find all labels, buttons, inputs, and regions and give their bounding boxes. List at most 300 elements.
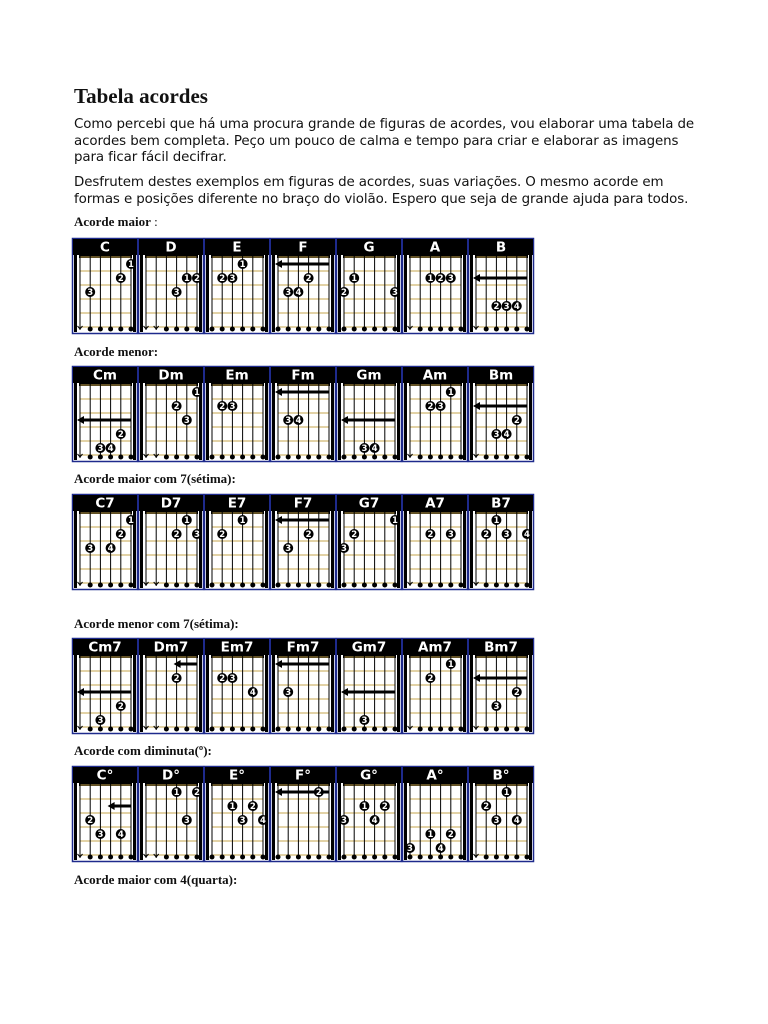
chord-rail-right	[463, 383, 466, 460]
chord-diagram	[138, 766, 204, 862]
finger-number: 3	[341, 816, 347, 827]
open-string-marker	[316, 855, 321, 860]
open-string-marker	[459, 583, 464, 588]
chord-diagram	[468, 494, 534, 590]
chord-name: Am7	[418, 639, 452, 656]
finger-number: 1	[351, 274, 358, 285]
chord-diagram	[138, 238, 204, 334]
chord-name: G7	[358, 495, 380, 512]
finger-number: 3	[341, 544, 347, 555]
open-string-marker	[514, 583, 519, 588]
finger-number: 2	[173, 674, 180, 685]
finger-number: 2	[219, 530, 226, 541]
open-string-marker	[276, 855, 281, 860]
chord-diagram	[72, 638, 138, 734]
open-string-marker	[98, 855, 103, 860]
chord-diagram	[72, 766, 138, 862]
open-string-marker	[459, 855, 464, 860]
open-string-marker	[408, 855, 413, 860]
chord-rail-left	[404, 511, 407, 588]
chord-name: D7	[160, 495, 182, 512]
open-string-marker	[240, 455, 245, 460]
finger-number: 2	[381, 802, 388, 813]
open-string-marker	[220, 327, 225, 332]
finger-number: 3	[493, 702, 500, 713]
open-string-marker	[352, 855, 357, 860]
chord-rail-left	[74, 383, 77, 460]
chord-rail-right	[463, 655, 466, 732]
finger-number: 4	[503, 430, 510, 441]
chord-name: D°	[162, 767, 180, 784]
open-string-marker	[428, 327, 433, 332]
open-string-marker	[327, 455, 332, 460]
open-string-marker	[210, 327, 215, 332]
open-string-marker	[210, 727, 215, 732]
open-string-marker	[98, 583, 103, 588]
chord-name: Gm	[356, 367, 382, 384]
open-string-marker	[438, 327, 443, 332]
finger-number: 3	[361, 716, 368, 727]
chord-name: G°	[360, 767, 378, 784]
chord-rail-right	[265, 255, 268, 332]
open-string-marker	[230, 455, 235, 460]
chord-rail-left	[272, 655, 275, 732]
open-string-marker	[484, 327, 489, 332]
chord-name: C7	[95, 495, 115, 512]
finger-number: 2	[173, 530, 180, 541]
open-string-marker	[195, 727, 200, 732]
open-string-marker	[494, 727, 499, 732]
chord-rail-left	[338, 655, 341, 732]
open-string-marker	[230, 855, 235, 860]
open-string-marker	[448, 583, 453, 588]
chord-diagram	[336, 238, 402, 334]
chord-rail-right	[397, 783, 400, 860]
chord-rail-right	[529, 383, 532, 460]
finger-number: 2	[117, 274, 124, 285]
chord-rail-right	[331, 655, 334, 732]
open-string-marker	[393, 327, 398, 332]
open-string-marker	[382, 327, 387, 332]
chord-rail-right	[463, 255, 466, 332]
chord-rail-right	[397, 655, 400, 732]
open-string-marker	[118, 583, 123, 588]
open-string-marker	[362, 583, 367, 588]
open-string-marker	[306, 855, 311, 860]
open-string-marker	[98, 455, 103, 460]
chord-diagram	[270, 238, 336, 334]
finger-number: 2	[483, 530, 490, 541]
section-heading-major-colon: :	[150, 214, 158, 229]
finger-number: 3	[239, 816, 246, 827]
section-heading-major	[74, 214, 158, 230]
open-string-marker	[316, 583, 321, 588]
chord-rail-right	[199, 511, 202, 588]
open-string-marker	[352, 327, 357, 332]
finger-number: 3	[97, 830, 104, 841]
open-string-marker	[459, 327, 464, 332]
section-heading-major-7: Acorde maior com 7(sétima):	[74, 471, 236, 486]
finger-number: 1	[239, 516, 246, 527]
open-string-marker	[514, 327, 519, 332]
chord-rail-left	[140, 655, 143, 732]
chord-rail-left	[404, 383, 407, 460]
chord-rail-left	[470, 783, 473, 860]
open-string-marker	[195, 583, 200, 588]
open-string-marker	[108, 455, 113, 460]
open-string-marker	[108, 327, 113, 332]
chord-name: Cm7	[88, 639, 122, 656]
chord-diagram	[468, 638, 534, 734]
section-heading-major-4: Acorde maior com 4(quarta):	[74, 872, 238, 887]
chord-name: Dm	[158, 367, 184, 384]
open-string-marker	[108, 727, 113, 732]
open-string-marker	[393, 455, 398, 460]
chord-name: B°	[492, 767, 510, 784]
open-string-marker	[240, 727, 245, 732]
open-string-marker	[393, 583, 398, 588]
open-string-marker	[174, 855, 179, 860]
section-heading-major-label: Acorde maior	[74, 214, 151, 229]
finger-number: 3	[229, 402, 236, 413]
chord-diagram	[270, 494, 336, 590]
finger-number: 1	[128, 516, 134, 527]
finger-number: 2	[305, 274, 312, 285]
open-string-marker	[382, 727, 387, 732]
chord-rail-right	[529, 511, 532, 588]
finger-number: 1	[239, 260, 246, 271]
section-heading-minor-7: Acorde menor com 7(sétima):	[74, 616, 239, 631]
finger-number: 3	[493, 430, 500, 441]
finger-number: 4	[295, 416, 302, 427]
open-string-marker	[276, 455, 281, 460]
open-string-marker	[316, 727, 321, 732]
finger-number: 2	[219, 674, 226, 685]
open-string-marker	[164, 583, 169, 588]
open-string-marker	[438, 855, 443, 860]
page-title: Tabela acordes	[74, 84, 208, 108]
open-string-marker	[286, 855, 291, 860]
chord-diagram	[336, 494, 402, 590]
open-string-marker	[448, 455, 453, 460]
open-string-marker	[525, 855, 530, 860]
open-string-marker	[261, 455, 266, 460]
finger-number: 3	[229, 674, 236, 685]
open-string-marker	[484, 583, 489, 588]
open-string-marker	[372, 855, 377, 860]
section-heading-diminished: Acorde com diminuta(º):	[74, 743, 212, 758]
open-string-marker	[195, 327, 200, 332]
finger-number: 1	[128, 260, 134, 271]
chord-name: F°	[295, 767, 311, 784]
open-string-marker	[129, 455, 134, 460]
finger-number: 3	[97, 716, 104, 727]
open-string-marker	[118, 327, 123, 332]
open-string-marker	[484, 855, 489, 860]
open-string-marker	[230, 583, 235, 588]
open-string-marker	[88, 727, 93, 732]
finger-number: 3	[447, 530, 454, 541]
open-string-marker	[250, 855, 255, 860]
finger-number: 3	[229, 274, 236, 285]
finger-number: 1	[361, 802, 368, 813]
chord-name: Fm	[291, 367, 315, 384]
section-heading-minor: Acorde menor:	[74, 344, 159, 359]
chord-diagram	[72, 366, 138, 462]
finger-number: 1	[183, 516, 190, 527]
finger-number: 1	[427, 830, 434, 841]
finger-number: 1	[493, 516, 500, 527]
open-string-marker	[261, 855, 266, 860]
finger-number: 4	[117, 830, 124, 841]
chord-diagram	[402, 638, 468, 734]
chord-diagram	[402, 494, 468, 590]
chord-rail-left	[272, 383, 275, 460]
open-string-marker	[195, 855, 200, 860]
open-string-marker	[428, 583, 433, 588]
open-string-marker	[118, 455, 123, 460]
open-string-marker	[393, 727, 398, 732]
open-string-marker	[352, 727, 357, 732]
finger-number: 1	[183, 274, 190, 285]
open-string-marker	[514, 727, 519, 732]
chord-diagram	[270, 638, 336, 734]
chord-name: E°	[229, 767, 245, 784]
chord-rail-left	[74, 511, 77, 588]
open-string-marker	[276, 727, 281, 732]
chord-rail-left	[206, 383, 209, 460]
finger-number: 1	[173, 788, 180, 799]
open-string-marker	[494, 855, 499, 860]
finger-number: 2	[513, 688, 520, 699]
open-string-marker	[286, 327, 291, 332]
chord-name: B7	[491, 495, 511, 512]
finger-number: 3	[173, 288, 180, 299]
open-string-marker	[428, 855, 433, 860]
open-string-marker	[220, 583, 225, 588]
finger-number: 3	[407, 844, 413, 855]
open-string-marker	[362, 727, 367, 732]
open-string-marker	[129, 855, 134, 860]
chord-diagram	[468, 766, 534, 862]
chord-diagram	[336, 638, 402, 734]
finger-number: 3	[503, 302, 510, 313]
open-string-marker	[494, 327, 499, 332]
chord-rail-left	[206, 783, 209, 860]
finger-number: 2	[351, 530, 358, 541]
open-string-marker	[210, 455, 215, 460]
finger-number: 1	[229, 802, 236, 813]
open-string-marker	[525, 583, 530, 588]
finger-number: 4	[295, 288, 302, 299]
chord-rail-left	[272, 511, 275, 588]
open-string-marker	[210, 855, 215, 860]
chord-name: Bm	[488, 367, 514, 384]
open-string-marker	[296, 583, 301, 588]
chord-rail-right	[265, 511, 268, 588]
finger-number: 3	[392, 288, 398, 299]
chord-diagram	[138, 494, 204, 590]
open-string-marker	[220, 455, 225, 460]
chord-rail-right	[529, 655, 532, 732]
chord-name: C°	[96, 767, 114, 784]
chord-rail-left	[404, 255, 407, 332]
chord-diagram	[204, 766, 270, 862]
open-string-marker	[382, 455, 387, 460]
open-string-marker	[448, 855, 453, 860]
open-string-marker	[316, 455, 321, 460]
finger-number: 3	[361, 444, 368, 455]
chord-diagram	[72, 238, 138, 334]
chord-name: A°	[426, 767, 444, 784]
open-string-marker	[88, 583, 93, 588]
finger-number: 2	[427, 674, 434, 685]
open-string-marker	[286, 583, 291, 588]
finger-number: 4	[107, 444, 114, 455]
open-string-marker	[362, 855, 367, 860]
finger-number: 3	[285, 544, 292, 555]
chord-rail-right	[331, 511, 334, 588]
chord-name: B	[495, 239, 507, 256]
chord-diagram	[72, 494, 138, 590]
open-string-marker	[342, 855, 347, 860]
open-string-marker	[98, 327, 103, 332]
chord-rail-right	[133, 655, 136, 732]
open-string-marker	[372, 583, 377, 588]
finger-number: 4	[524, 530, 530, 541]
open-string-marker	[428, 455, 433, 460]
chord-name: Am	[422, 367, 448, 384]
chord-rail-right	[331, 255, 334, 332]
finger-number: 4	[513, 816, 520, 827]
open-string-marker	[514, 855, 519, 860]
open-string-marker	[448, 327, 453, 332]
chord-name: Gm7	[351, 639, 387, 656]
finger-number: 2	[447, 830, 454, 841]
open-string-marker	[327, 583, 332, 588]
open-string-marker	[164, 455, 169, 460]
finger-number: 2	[341, 288, 347, 299]
open-string-marker	[184, 455, 189, 460]
open-string-marker	[484, 455, 489, 460]
chord-diagram	[138, 366, 204, 462]
finger-number: 2	[437, 274, 444, 285]
chord-rail-left	[404, 655, 407, 732]
finger-number: 3	[493, 816, 500, 827]
chord-rail-right	[463, 511, 466, 588]
finger-number: 4	[437, 844, 444, 855]
finger-number: 2	[315, 788, 322, 799]
finger-number: 1	[447, 388, 454, 399]
open-string-marker	[418, 727, 423, 732]
finger-number: 2	[194, 274, 200, 285]
finger-number: 2	[117, 702, 124, 713]
chord-diagram	[204, 638, 270, 734]
finger-number: 4	[513, 302, 520, 313]
open-string-marker	[250, 727, 255, 732]
open-string-marker	[306, 455, 311, 460]
open-string-marker	[504, 327, 509, 332]
chord-name: E	[232, 239, 242, 256]
open-string-marker	[459, 727, 464, 732]
open-string-marker	[382, 583, 387, 588]
open-string-marker	[438, 727, 443, 732]
open-string-marker	[372, 455, 377, 460]
chord-rail-right	[133, 383, 136, 460]
chord-diagram	[138, 638, 204, 734]
open-string-marker	[230, 727, 235, 732]
open-string-marker	[276, 327, 281, 332]
open-string-marker	[210, 583, 215, 588]
chord-name: A	[429, 239, 441, 256]
chord-rail-right	[331, 383, 334, 460]
open-string-marker	[504, 727, 509, 732]
finger-number: 3	[183, 816, 190, 827]
chord-rail-left	[470, 383, 473, 460]
chord-name: Dm7	[153, 639, 189, 656]
open-string-marker	[428, 727, 433, 732]
chord-diagram	[336, 366, 402, 462]
chord-rail-right	[133, 783, 136, 860]
open-string-marker	[418, 455, 423, 460]
open-string-marker	[306, 583, 311, 588]
finger-number: 2	[219, 274, 226, 285]
open-string-marker	[459, 455, 464, 460]
chord-rail-left	[206, 511, 209, 588]
chord-rail-left	[272, 255, 275, 332]
chord-name: Em	[225, 367, 249, 384]
chord-diagram	[402, 766, 468, 862]
open-string-marker	[240, 327, 245, 332]
chord-rail-left	[140, 511, 143, 588]
chord-diagram	[468, 366, 534, 462]
chord-diagram	[336, 766, 402, 862]
open-string-marker	[484, 727, 489, 732]
open-string-marker	[504, 583, 509, 588]
open-string-marker	[261, 583, 266, 588]
open-string-marker	[504, 855, 509, 860]
finger-number: 1	[427, 274, 434, 285]
open-string-marker	[372, 727, 377, 732]
finger-number: 1	[503, 788, 510, 799]
chord-rail-right	[397, 383, 400, 460]
finger-number: 2	[249, 802, 256, 813]
open-string-marker	[88, 327, 93, 332]
finger-number: 2	[194, 788, 200, 799]
open-string-marker	[296, 455, 301, 460]
chord-rail-right	[463, 783, 466, 860]
chord-diagram	[402, 366, 468, 462]
open-string-marker	[108, 583, 113, 588]
open-string-marker	[382, 855, 387, 860]
open-string-marker	[525, 727, 530, 732]
open-string-marker	[250, 327, 255, 332]
open-string-marker	[352, 455, 357, 460]
open-string-marker	[164, 855, 169, 860]
chord-name: Em7	[220, 639, 254, 656]
finger-number: 2	[87, 816, 94, 827]
open-string-marker	[118, 727, 123, 732]
open-string-marker	[118, 855, 123, 860]
open-string-marker	[174, 455, 179, 460]
open-string-marker	[286, 727, 291, 732]
finger-number: 2	[173, 402, 180, 413]
open-string-marker	[261, 727, 266, 732]
chord-name: G	[363, 239, 375, 256]
open-string-marker	[327, 727, 332, 732]
chord-rail-right	[331, 783, 334, 860]
open-string-marker	[98, 727, 103, 732]
